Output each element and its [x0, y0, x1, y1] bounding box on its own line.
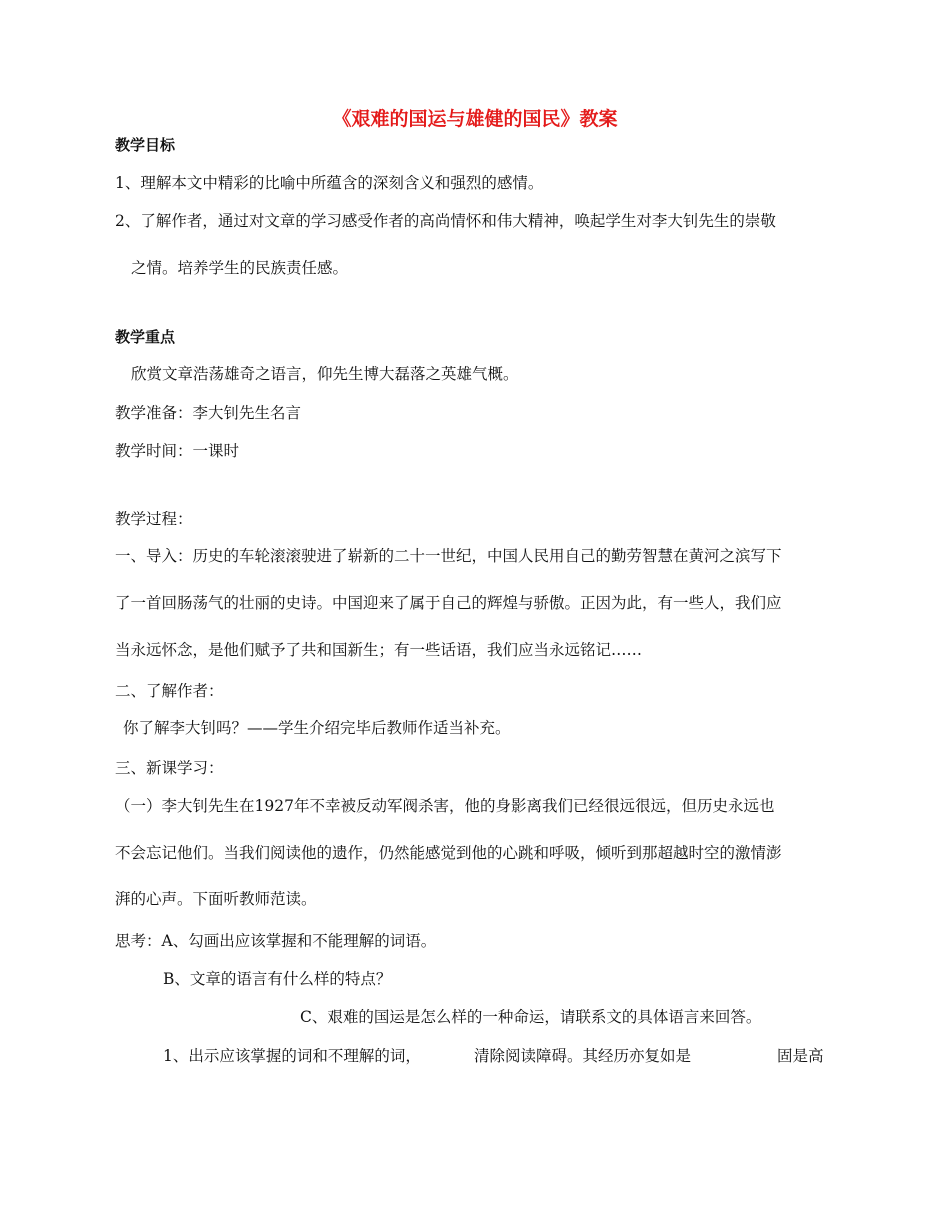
- step1-part-2: 清除阅读障碍。其经历亦复如是: [474, 1047, 692, 1065]
- think-b: B、文章的语言有什么样的特点？: [163, 970, 392, 988]
- step1-part-3: 固是高: [777, 1047, 824, 1065]
- intro-line-1: 一、导入：历史的车轮滚滚驶进了崭新的二十一世纪，中国人民用自己的勤劳智慧在黄河之滨写下: [115, 547, 782, 565]
- focus-heading: 教学重点: [115, 328, 176, 346]
- objective-1: 1、理解本文中精彩的比喻中所蕴含的深刻含义和强烈的感情。: [115, 174, 544, 192]
- objective-2-line-1: 2、了解作者，通过对文章的学习感受作者的高尚情怀和伟大精神，唤起学生对李大钊先生的崇敬: [115, 212, 776, 230]
- intro-line-3: 当永远怀念，是他们赋予了共和国新生；有一些话语，我们应当永远铭记……: [115, 641, 643, 659]
- think-c: C、艰难的国运是怎么样的一种命运，请联系文的具体语言来回答。: [300, 1008, 762, 1026]
- preparation-text: 教学准备：李大钊先生名言: [115, 404, 302, 422]
- part1-line-3: 湃的心声。下面听教师范读。: [115, 890, 317, 908]
- author-text: 你了解李大钊吗？——学生介绍完毕后教师作适当补充。: [123, 719, 511, 737]
- part1-line-1: （一）李大钊先生在1927年不幸被反动军阀杀害，他的身影离我们已经很远很远，但历史永远也: [115, 797, 775, 815]
- duration-text: 教学时间：一课时: [115, 442, 240, 460]
- objectives-heading: 教学目标: [115, 136, 176, 154]
- focus-text: 欣赏文章浩荡雄奇之语言，仰先生博大磊落之英雄气概。: [131, 365, 519, 383]
- author-heading: 二、了解作者：: [115, 682, 224, 700]
- new-lesson-heading: 三、新课学习：: [115, 759, 224, 777]
- process-heading: 教学过程：: [115, 510, 193, 528]
- step1-part-1: 1、出示应该掌握的词和不理解的词，: [163, 1047, 421, 1065]
- part1-line-2: 不会忘记他们。当我们阅读他的遗作，仍然能感觉到他的心跳和呼吸，倾听到那超越时空的激情澎: [115, 844, 782, 862]
- objective-2-line-2: 之情。培养学生的民族责任感。: [131, 259, 349, 277]
- think-a: 思考：A、勾画出应该掌握和不能理解的词语。: [115, 932, 437, 950]
- intro-line-2: 了一首回肠荡气的壮丽的史诗。中国迎来了属于自己的辉煌与骄傲。正因为此，有一些人，我们应: [115, 594, 782, 612]
- document-title: 《艰难的国运与雄健的国民》教案: [332, 108, 618, 130]
